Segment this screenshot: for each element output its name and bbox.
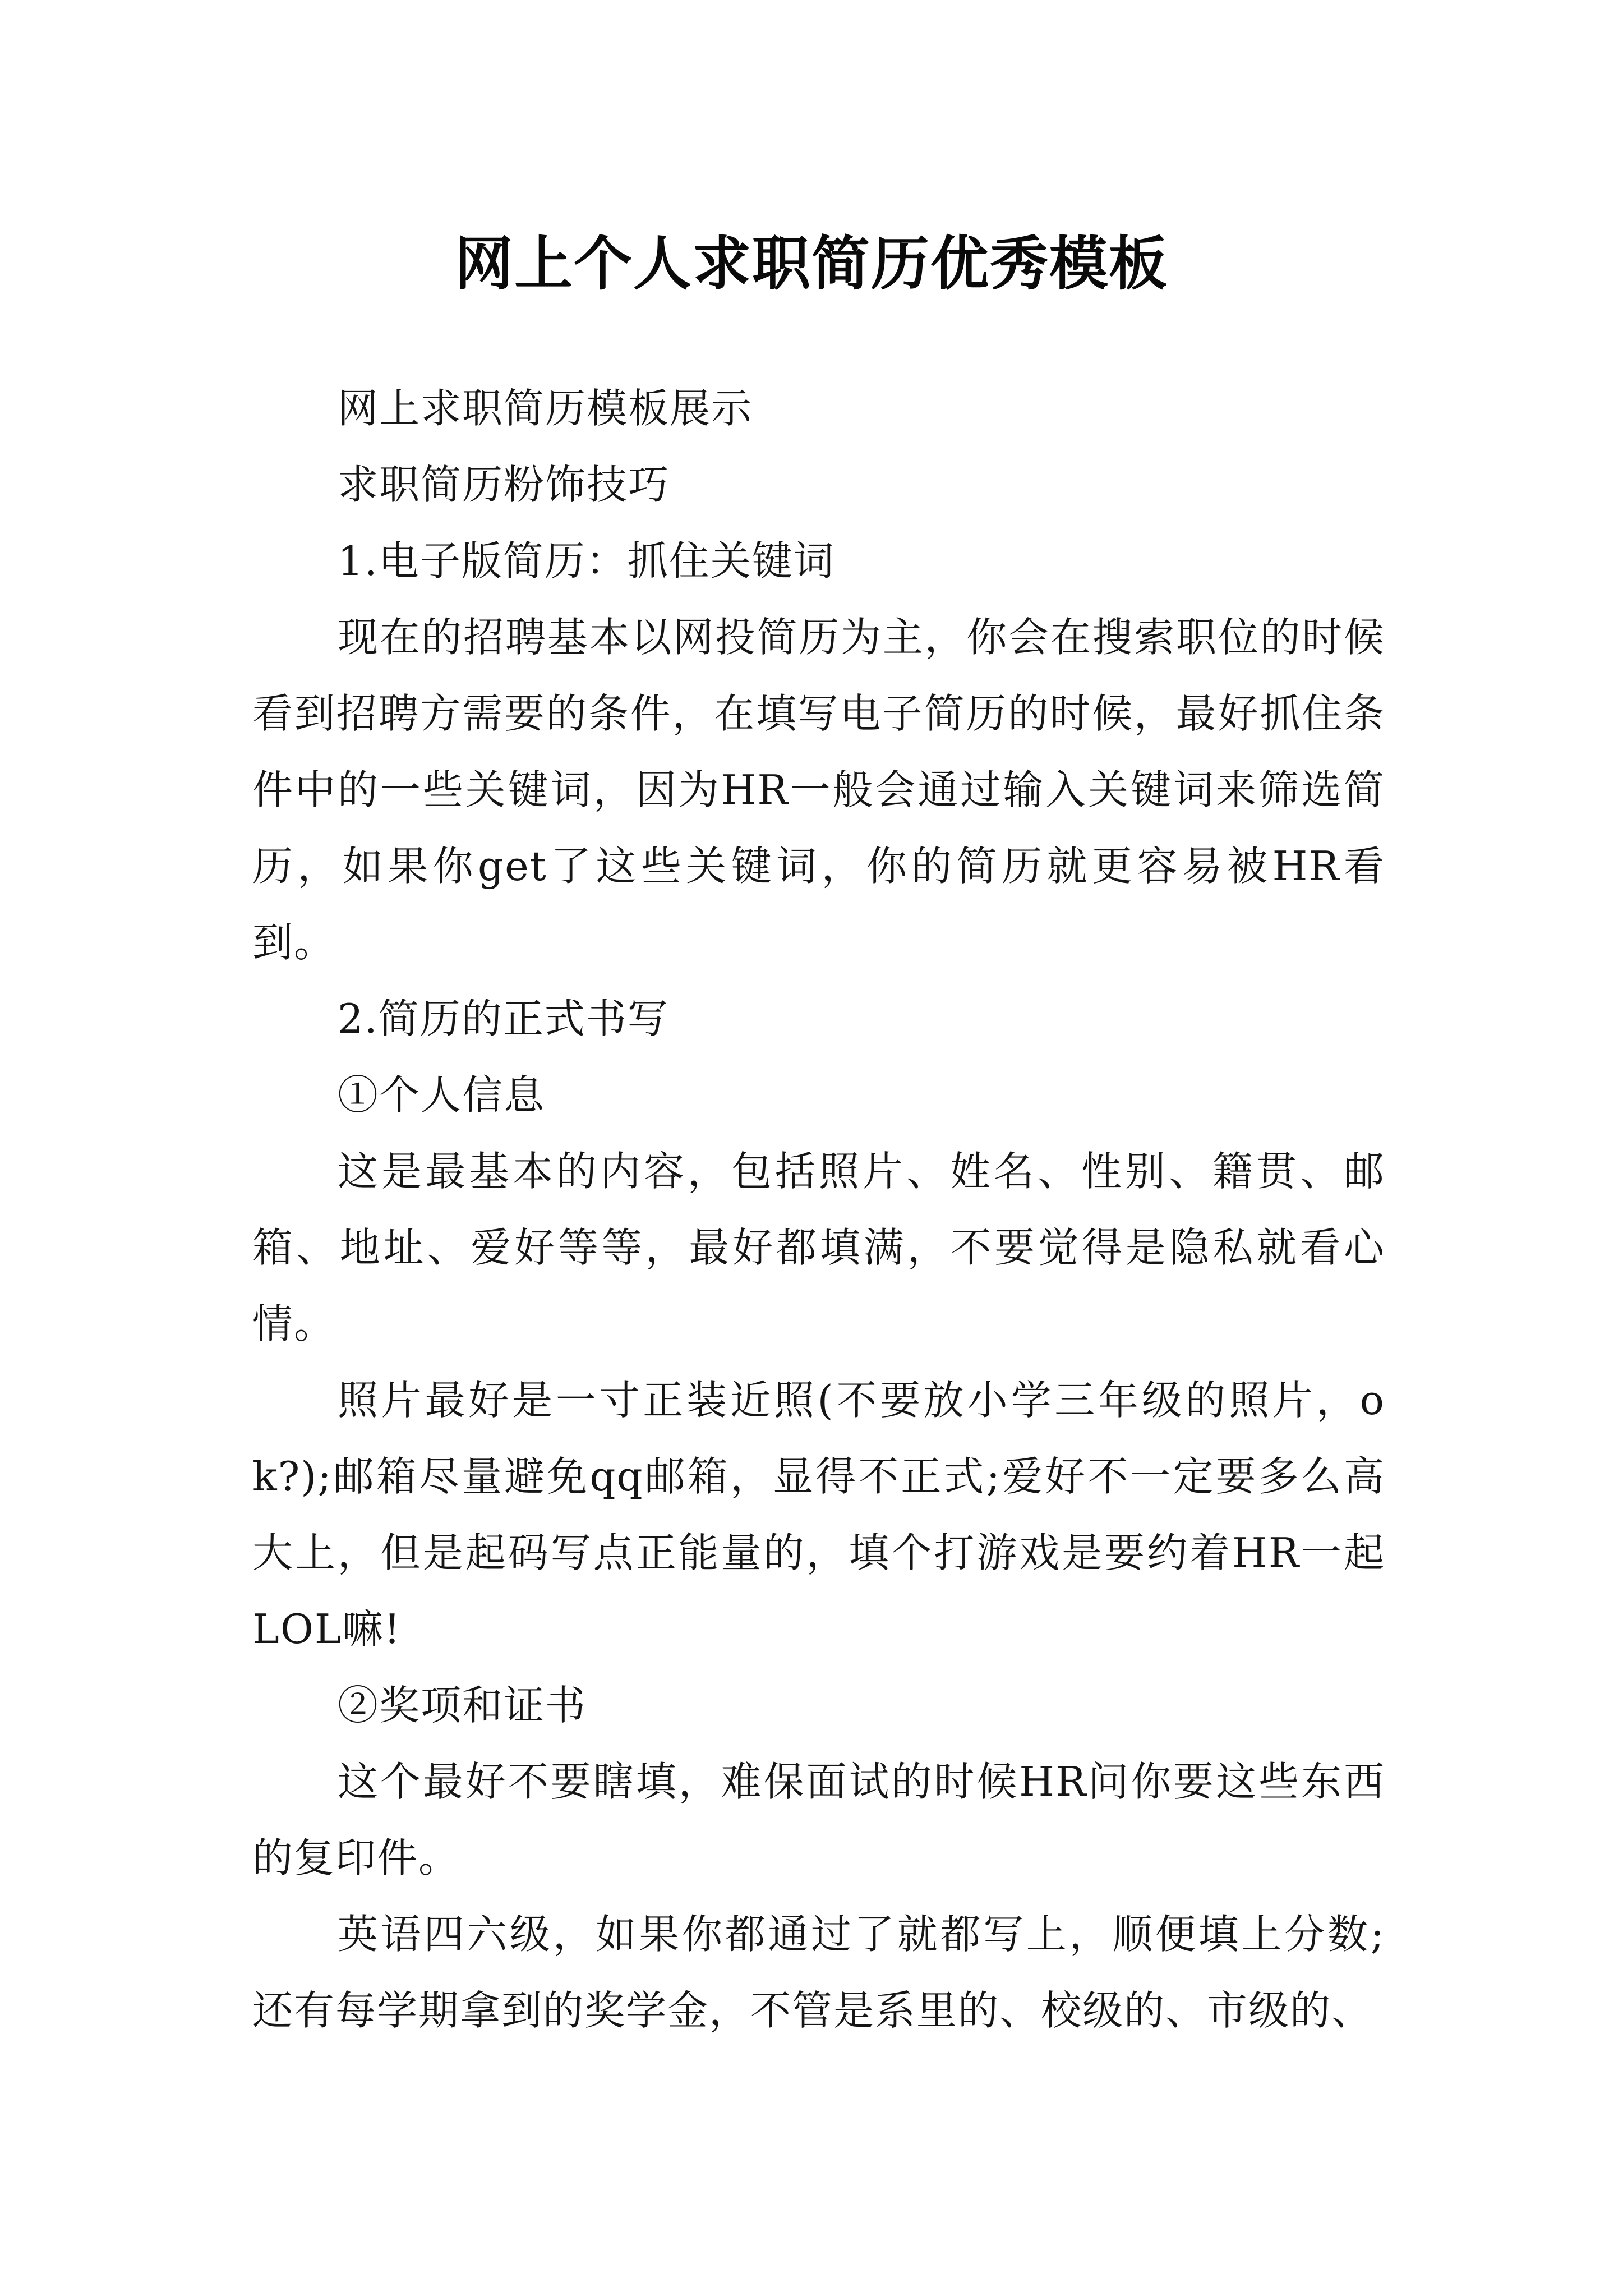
paragraph: 求职简历粉饰技巧 <box>338 461 670 508</box>
paragraph: 现在的招聘基本以网投简历为主，你会在搜索职位的时候看到招聘方需要的条件，在填写电子简历的时候，最好抓住条件中的一些关键词，因为HR一般会通过输入关键词来筛选简历，如果你get了这些关键词，你的简历就更容易被HR看到。 <box>252 614 1385 966</box>
paragraph: 1.电子版简历：抓住关键词 <box>338 537 835 585</box>
page-title: 网上个人求职简历优秀模板 <box>454 229 1168 298</box>
paragraph: ②奖项和证书 <box>338 1682 587 1729</box>
paragraph: 这个最好不要瞎填，难保面试的时候HR问你要这些东西的复印件。 <box>252 1758 1385 1881</box>
paragraph: 照片最好是一寸正装近照(不要放小学三年级的照片，ok?);邮箱尽量避免qq邮箱，显得不正式;爱好不一定要多么高大上，但是起码写点正能量的，填个打游戏是要约着HR一起LOL嘛! <box>252 1377 1385 1653</box>
paragraph: 英语四六级，如果你都通过了就都写上，顺便填上分数;还有每学期拿到的奖学金，不管是系里的、校级的、市级的、 <box>252 1911 1385 2034</box>
paragraph: 这是最基本的内容，包括照片、姓名、性别、籍贯、邮箱、地址、爱好等等，最好都填满，不要觉得是隐私就看心情。 <box>252 1148 1385 1347</box>
paragraph: 2.简历的正式书写 <box>338 995 669 1042</box>
document-body <box>252 370 1385 2049</box>
paragraph: 网上求职简历模板展示 <box>338 385 753 432</box>
paragraph: ①个人信息 <box>338 1071 546 1119</box>
